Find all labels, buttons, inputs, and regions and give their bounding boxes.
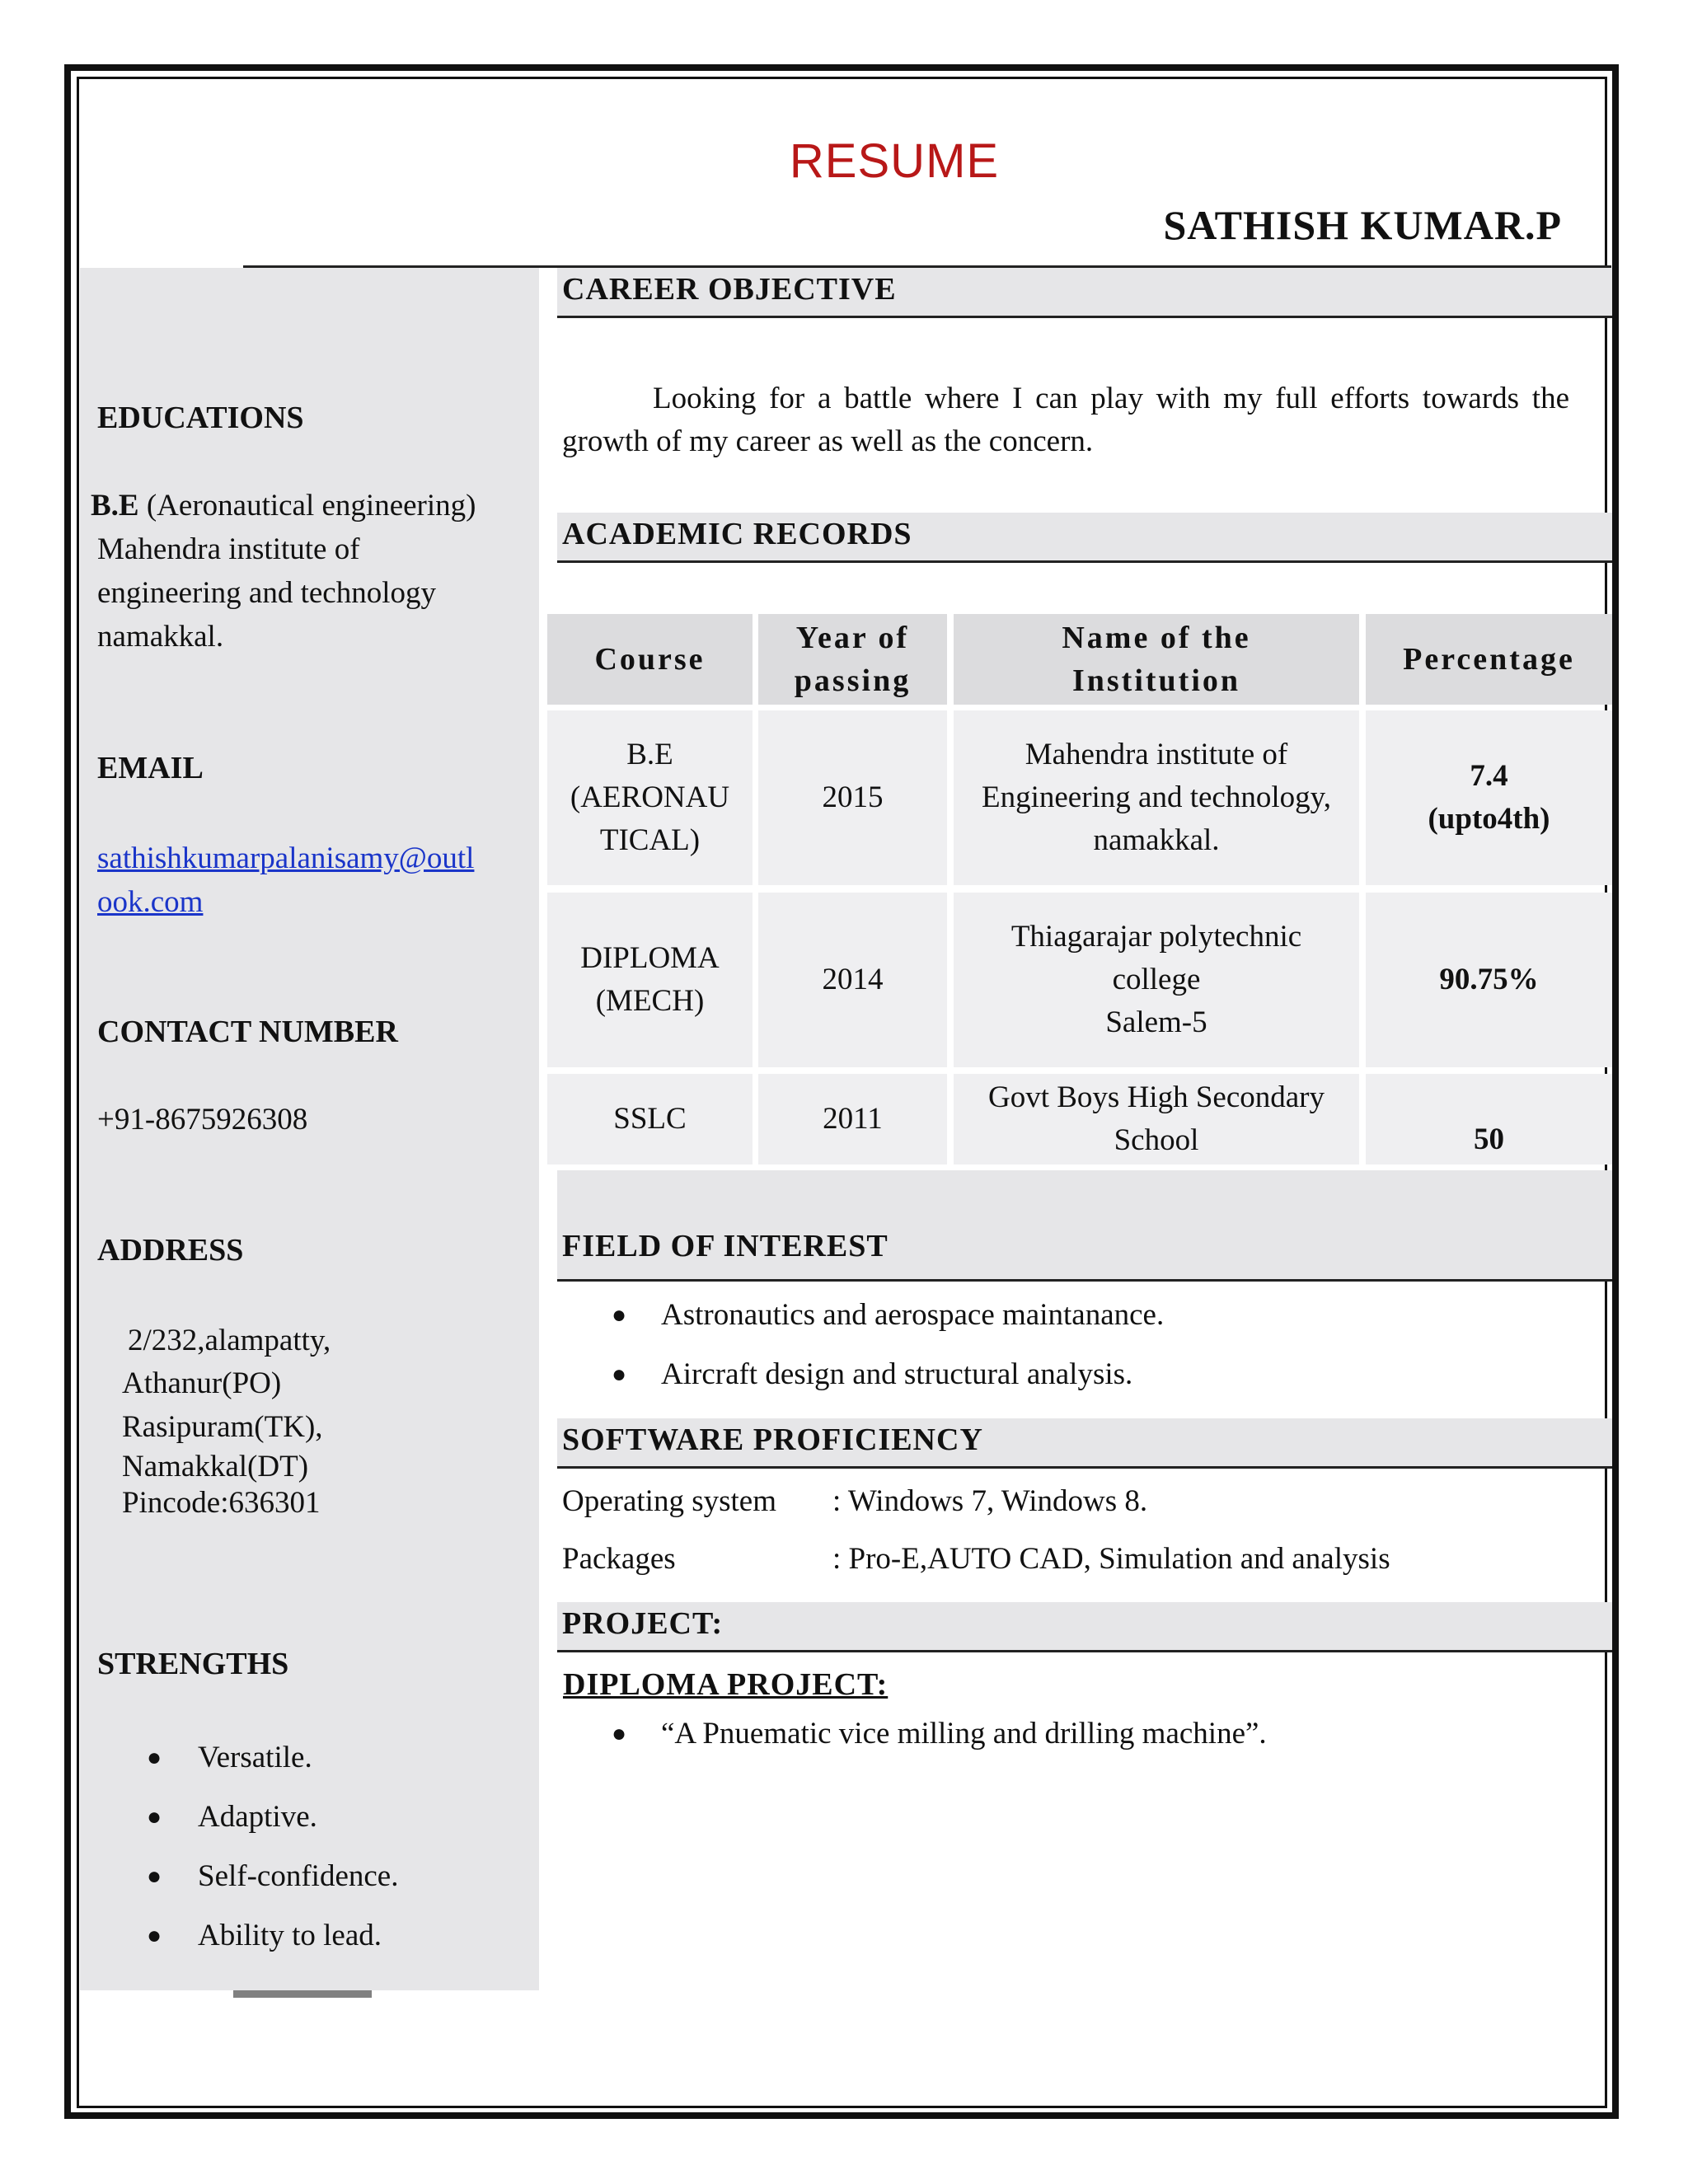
- academic-records-header: [557, 513, 1612, 563]
- bullet-icon: ●: [147, 1922, 162, 1949]
- interest-list: [612, 1286, 1165, 1404]
- table-cell-course: SSLC: [547, 1074, 753, 1165]
- bullet-icon: ●: [612, 1361, 627, 1388]
- section-title: ACADEMIC RECORDS: [562, 517, 912, 551]
- education-degree: [91, 484, 476, 527]
- bullet-icon: ●: [147, 1863, 162, 1890]
- project-list: [612, 1704, 1267, 1764]
- software-value: : Pro-E,AUTO CAD, Simulation and analysis: [832, 1542, 1390, 1576]
- table-cell-course: DIPLOMA (MECH): [547, 893, 753, 1067]
- table-cell-year: 2011: [758, 1074, 947, 1165]
- section-title: CAREER OBJECTIVE: [562, 272, 897, 307]
- table-cell-institution: Thiagarajar polytechnic college Salem-5: [954, 893, 1359, 1067]
- degree-field: (Aeronautical engineering): [138, 489, 476, 523]
- software-label: Packages: [562, 1542, 676, 1576]
- contact-heading: CONTACT NUMBER: [97, 1015, 398, 1049]
- list-item: ● Versatile.: [198, 1728, 398, 1788]
- degree-abbrev: B.E: [91, 489, 139, 523]
- software-proficiency-header: [557, 1418, 1612, 1469]
- project-header: [557, 1602, 1612, 1652]
- table-cell-percentage: 7.4 (upto4th): [1366, 710, 1612, 885]
- table-cell-institution: Mahendra institute of Engineering and technology, namakkal.: [954, 710, 1359, 885]
- education-line: engineering and technology: [97, 576, 436, 610]
- career-objective-header: [557, 268, 1612, 318]
- candidate-name: SATHISH KUMAR.P: [1163, 202, 1562, 248]
- strengths-list: [147, 1728, 399, 1966]
- field-of-interest-header: [557, 1170, 1612, 1282]
- table-header-course: Course: [547, 614, 753, 705]
- section-title: SOFTWARE PROFICIENCY: [562, 1422, 983, 1457]
- address-line: Athanur(PO): [122, 1366, 282, 1400]
- list-item: ● Adaptive.: [198, 1788, 398, 1847]
- list-item: ● Ability to lead.: [198, 1906, 398, 1966]
- table-cell-course: B.E (AERONAU TICAL): [547, 710, 753, 885]
- bullet-icon: ●: [612, 1720, 627, 1747]
- education-line: namakkal.: [97, 620, 224, 654]
- software-label: Operating system: [562, 1484, 776, 1518]
- bullet-icon: ●: [612, 1301, 627, 1329]
- address-line: 2/232,alampatty,: [128, 1324, 331, 1357]
- table-cell-year: 2015: [758, 710, 947, 885]
- address-line: Pincode:636301: [122, 1486, 321, 1520]
- table-header-institution: Name of the Institution: [954, 614, 1359, 705]
- software-value: : Windows 7, Windows 8.: [832, 1484, 1148, 1518]
- strengths-heading: STRENGTHS: [97, 1647, 289, 1681]
- address-line: Namakkal(DT): [122, 1450, 309, 1483]
- table-header-year: Year of passing: [758, 614, 947, 705]
- email-link-cont[interactable]: ook.com: [97, 885, 204, 919]
- address-line: Rasipuram(TK),: [122, 1410, 323, 1444]
- sidebar-tab: [233, 1990, 372, 1998]
- table-cell-percentage: 90.75%: [1366, 893, 1612, 1067]
- email-heading: EMAIL: [97, 751, 204, 785]
- table-cell-year: 2014: [758, 893, 947, 1067]
- table-cell-percentage: 50: [1366, 1074, 1612, 1165]
- resume-title: RESUME: [789, 134, 1000, 188]
- section-title: PROJECT:: [562, 1606, 724, 1641]
- diploma-project-heading: DIPLOMA PROJECT:: [563, 1667, 889, 1702]
- list-item: ● Self-confidence.: [198, 1847, 398, 1906]
- bullet-icon: ●: [147, 1803, 162, 1830]
- education-line: Mahendra institute of: [97, 532, 360, 566]
- section-title: FIELD OF INTEREST: [562, 1229, 889, 1263]
- address-heading: ADDRESS: [97, 1233, 244, 1268]
- list-item: ● “A Pnuematic vice milling and drilling machine”.: [661, 1704, 1267, 1764]
- email-link[interactable]: sathishkumarpalanisamy@outl: [97, 841, 475, 875]
- career-objective-text: Looking for a battle where I can play with my full efforts towards the growth of my career as well as the concern.: [562, 382, 1569, 458]
- list-item: ● Aircraft design and structural analysis.: [661, 1345, 1164, 1404]
- table-header-percentage: Percentage: [1366, 614, 1612, 705]
- list-item: ● Astronautics and aerospace maintanance.: [661, 1286, 1164, 1345]
- contact-number: +91-8675926308: [97, 1103, 308, 1137]
- table-cell-institution: Govt Boys High Secondary School: [954, 1074, 1359, 1165]
- bullet-icon: ●: [147, 1744, 162, 1771]
- educations-heading: EDUCATIONS: [97, 401, 304, 435]
